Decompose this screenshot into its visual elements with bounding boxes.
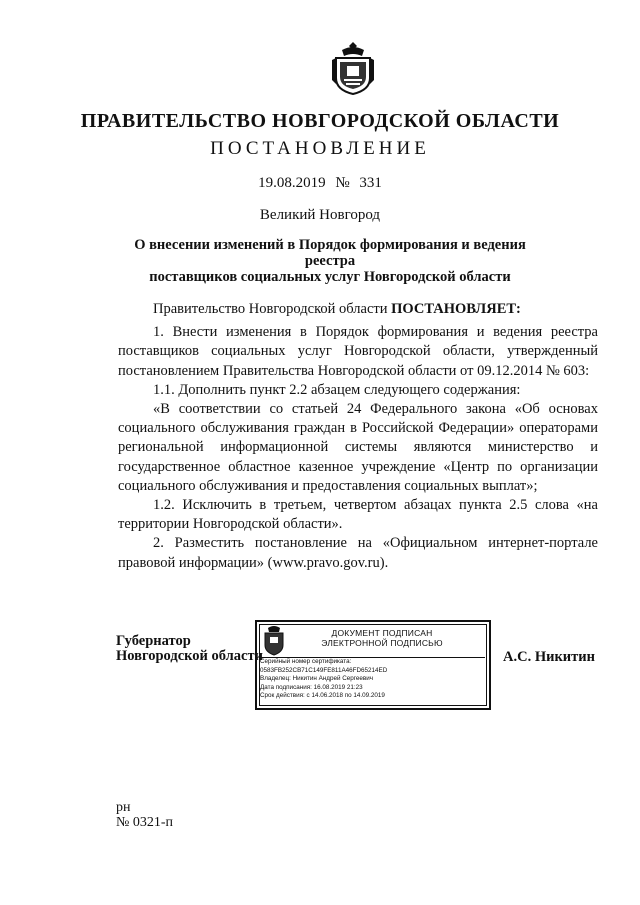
organization-title: ПРАВИТЕЛЬСТВО НОВГОРОДСКОЙ ОБЛАСТИ (80, 110, 560, 132)
document-number: 331 (359, 175, 382, 191)
stamp-title-line: ЭЛЕКТРОННОЙ ПОДПИСЬЮ (321, 638, 443, 648)
paragraph: 1. Внести изменения в Порядок формирования и ведения реестра поставщиков социальных услуг Новгородской области, утвержденный постановлением Правительства Новгородской области от 09.12.2014 № 603: (118, 324, 598, 379)
serial-label: Серийный номер сертификата: (260, 658, 352, 665)
certificate-serial: 0583FB252CB71C149FE811A46FD65214ED (260, 666, 388, 674)
document-body (118, 300, 598, 573)
stamp-title-line: ДОКУМЕНТ ПОДПИСАН (331, 628, 433, 638)
document-date: 19.08.2019 (258, 175, 326, 191)
intro-paragraph (118, 300, 598, 319)
stamp-coat-of-arms-icon (261, 625, 287, 657)
position-line: Новгородской области (116, 648, 263, 664)
number-sign: № (335, 175, 350, 191)
document-type: ПОСТАНОВЛЕНИЕ (210, 138, 430, 159)
signatory-name: А.С. Никитин (503, 649, 595, 665)
stamp-details (260, 658, 387, 701)
subject-line: О внесении изменений в Порядок формирования и ведения реестра (134, 237, 526, 269)
document-subject (120, 237, 540, 285)
intro-text: Правительство Новгородской области (153, 301, 392, 317)
paragraph: 1.1. Дополнить пункт 2.2 абзацем следующего содержания: (153, 381, 521, 398)
executor-initials: рн (116, 800, 131, 815)
subject-line: поставщиков социальных услуг Новгородской области (149, 269, 511, 285)
paragraph: «В соответствии со статьей 24 Федерального закона «Об основах социального обслуживания граждан в Российской Федерации» операторами региональной информационной системы являются министерство и государственное областное казенное учреждение «Центр по организации социального обслуживания и предоставления социальных выплат»; (118, 401, 598, 494)
date-number-line (0, 175, 640, 192)
registration-number: № 0321-п (116, 815, 174, 830)
city: Великий Новгород (259, 207, 381, 223)
resolves-keyword: ПОСТАНОВЛЯЕТ: (391, 301, 521, 317)
signatory-position (116, 634, 263, 664)
coat-of-arms-icon (330, 40, 376, 96)
paragraph: 2. Разместить постановление на «Официальном интернет-портале правовой информации» (www.pravo.gov.ru). (118, 535, 598, 571)
stamp-title (297, 628, 467, 648)
certificate-owner: Владелец: Никитин Андрей Сергеевич (260, 675, 374, 683)
footer-note (116, 800, 173, 830)
signing-date: Дата подписания: 16.08.2019 21:23 (260, 683, 363, 691)
position-line: Губернатор (116, 633, 191, 649)
paragraph: 1.2. Исключить в третьем, четвертом абзацах пункта 2.5 слова «на территории Новгородской области». (118, 497, 598, 533)
certificate-validity: Срок действия: с 14.06.2018 по 14.09.2019 (260, 692, 385, 700)
electronic-signature-stamp (255, 620, 491, 710)
